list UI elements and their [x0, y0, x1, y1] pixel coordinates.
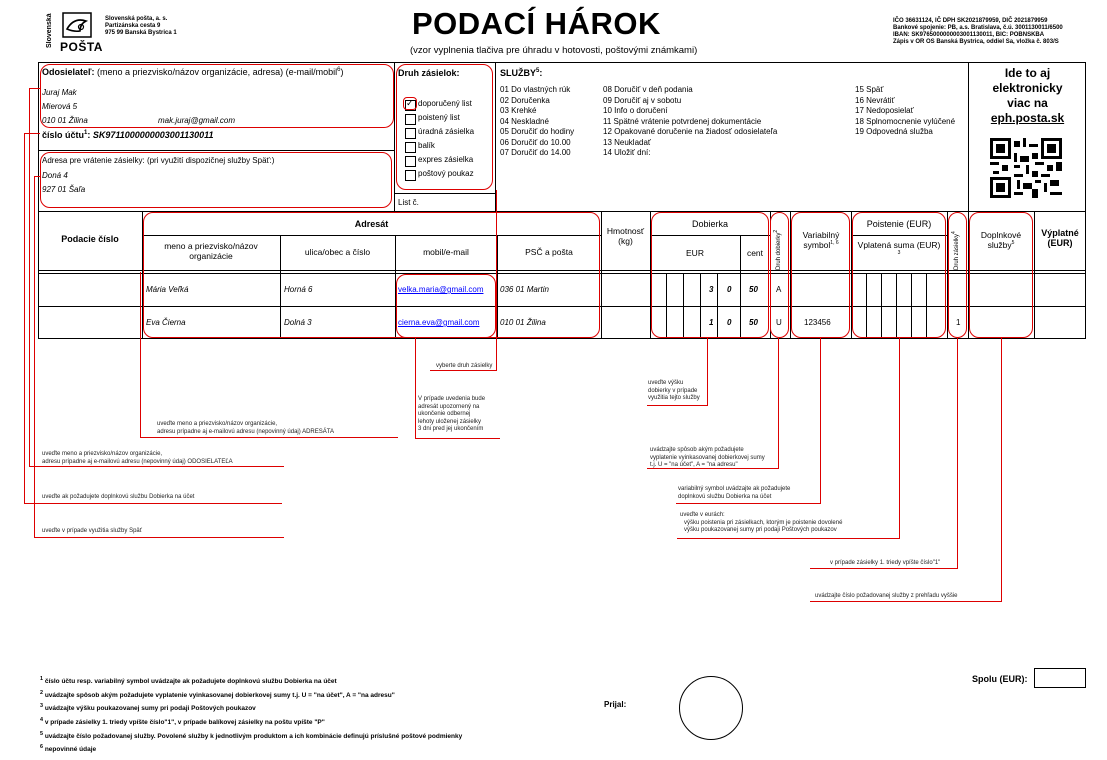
- qr-code-icon[interactable]: [990, 138, 1062, 198]
- col-podacie-cislo: Podacie číslo: [61, 234, 119, 244]
- org-name: Slovenská pošta, a. s.: [105, 16, 168, 22]
- highlight-checked: [403, 97, 417, 110]
- annotation-line: adresu prípadne aj e-mailovú adresu (nepovinný údaj) ODOSIELATEĽA: [42, 458, 233, 465]
- shipment-type-label: úradná zásielka: [418, 127, 475, 136]
- shipment-type-label: expres zásielka: [418, 155, 474, 164]
- highlight-poistenie: [852, 212, 946, 338]
- cell-variabilny-symbol[interactable]: 123456: [804, 318, 831, 327]
- annotation-adresat: [157, 421, 334, 436]
- sender-name[interactable]: Juraj Mak: [42, 88, 77, 97]
- col-eur: EUR: [686, 248, 704, 258]
- promo-link[interactable]: eph.posta.sk: [990, 111, 1065, 125]
- annotation-line: uveďte výšku: [648, 380, 684, 386]
- return-label: Adresa pre vrátenie zásielky: (pri využití dispozičnej služby Späť:): [42, 156, 275, 165]
- highlight-dobierka: [651, 212, 769, 338]
- sender-label: Odosielateľ: (meno a priezvisko/názov organizácie, adresa) (e-mail/mobil$^6$): [42, 67, 344, 77]
- annotation-sposob: [650, 447, 765, 470]
- service-item: 17 Nedoposielať: [855, 106, 914, 115]
- annotation-line: výšku poukazovanej sumy pri podaji Poštových poukazov: [684, 527, 837, 533]
- account-row: číslo účtu$^1$: SK9711000000003001130011: [42, 130, 214, 140]
- annotation-odosielatel: [42, 451, 233, 466]
- cell-druh-dobierky[interactable]: A: [776, 285, 782, 294]
- sender-org-block: [105, 16, 177, 37]
- col-poistenie: Poistenie (EUR): [866, 219, 932, 229]
- annotation-line: adresát upozornený na: [418, 403, 480, 410]
- annotation-druh: vyberte druh zásielky: [436, 363, 493, 369]
- cell-meno[interactable]: Eva Čierna: [146, 318, 186, 327]
- org-city: 975 99 Banská Bystrica 1: [105, 30, 177, 36]
- cell-psc[interactable]: 010 01 Žilina: [500, 318, 546, 327]
- col-psc: PSČ a pošta: [525, 247, 573, 257]
- annotation-line: variabilný symbol uvádzajte ak požadujete: [678, 486, 791, 492]
- cell-psc[interactable]: 036 01 Martin: [500, 285, 549, 294]
- annotation-line: vyplatenie vyinkasovanej dobierkovej sumy: [650, 454, 765, 461]
- service-item: 06 Doručiť do 10.00: [500, 137, 571, 147]
- list-number-label: List č.: [398, 198, 419, 207]
- posthorn-icon: [62, 12, 92, 38]
- col-variabilny-text: Variabilný symbol: [802, 230, 840, 250]
- annotation-line: lehoty uloženej zásielky: [418, 418, 482, 425]
- account-label: číslo účtu: [42, 130, 85, 140]
- service-item: 03 Krehké: [500, 106, 537, 115]
- annotation-spat: uveďte v prípade využitia služby Späť: [42, 528, 142, 534]
- cell-dobierka-digit[interactable]: 0: [727, 285, 732, 294]
- annotation-line: ukončenie odbernej: [418, 411, 471, 417]
- service-item: 18 Splnomocnenie vylúčené: [855, 116, 956, 126]
- col-vyplatne: Výplatné (EUR): [1041, 228, 1079, 248]
- spolu-label: Spolu (EUR):: [972, 674, 1028, 684]
- shipment-type-label: poistený list: [418, 113, 460, 122]
- highlight-shipment-types: [396, 64, 493, 190]
- shipment-types-label: Druh zásielok:: [398, 68, 460, 78]
- service-item: 04 Neskladné: [500, 116, 549, 126]
- annotation-line: 3 dni pred jej ukončením: [418, 426, 484, 432]
- annotation-line: t.j. U = "na účet", A = "na adresu": [650, 462, 738, 468]
- cell-email[interactable]: velka.maria@gmail.com: [398, 285, 484, 294]
- highlight-doplnkove: [969, 212, 1033, 338]
- highlight-adresat: [143, 212, 600, 338]
- services-col2: [603, 85, 777, 159]
- footnote-ref: 2: [773, 229, 779, 233]
- footnote-ref: 5: [1011, 240, 1015, 247]
- return-city[interactable]: 927 01 Šaľa: [42, 185, 86, 194]
- footnote-ref: 4: [951, 231, 957, 234]
- footnote-ref: 5: [536, 68, 540, 74]
- footnote-ref: 1, 6: [830, 240, 839, 247]
- annotation-trieda: v prípade zásielky 1. triedy vpíšte číslo"1": [830, 560, 941, 566]
- logo-text: POŠTA: [60, 40, 103, 54]
- company-info-line: IČO 36631124, IČ DPH SK2021879959, DIČ 2021879959: [893, 18, 1048, 24]
- service-item: 12 Opakované doručenie na žiadosť odosielateľa: [603, 127, 778, 136]
- footnote: $^1$ číslo účtu resp. variabilný symbol uvádzajte ak požadujete doplnkovú službu Dobierka na účet: [40, 676, 337, 686]
- service-item: 08 Doručiť v deň podania: [603, 85, 693, 94]
- service-item: 19 Odpovedná služba: [855, 127, 933, 136]
- col-mobil: mobil/e-mail: [423, 247, 469, 257]
- promo-line: viac na: [1007, 96, 1048, 110]
- sender-city[interactable]: 010 01 Žilina: [42, 116, 88, 125]
- annotation-line: V prípade uvedenia bude: [418, 396, 486, 402]
- page-title: PODACÍ HÁROK: [412, 6, 661, 41]
- annotation-line: výšku poistenia pri zásielkach, ktorým je poistenie dovolené: [684, 519, 843, 526]
- cell-dobierka-digit[interactable]: 1: [709, 318, 714, 327]
- col-doplnkove-text: Doplnkové služby: [980, 230, 1022, 250]
- cell-dobierka-digit[interactable]: 3: [709, 285, 714, 294]
- col-vplatena-text: Vplatená suma (EUR): [857, 240, 941, 250]
- spolu-field[interactable]: [1034, 668, 1086, 688]
- service-item: 11 Spätné vrátenie potvrdenej dokumentácie: [603, 116, 762, 126]
- footnote-ref: 6: [337, 67, 341, 73]
- service-item: 02 Doručenka: [500, 95, 550, 105]
- col-cent: cent: [746, 248, 764, 258]
- col-ulica: ulica/obec a číslo: [304, 247, 371, 257]
- footnote: $^2$ uvádzajte spôsob akým požadujete vyplatenie vyinkasovanej dobierkovej sumy t.j. U = "na účet", A = "na adresu": [40, 689, 395, 699]
- annotation-line: uveďte meno a priezvisko/názov organizácie,: [42, 451, 163, 457]
- annotation-mobil: [418, 396, 485, 434]
- cell-meno[interactable]: Mária Veľká: [146, 285, 189, 294]
- highlight-druh-zasielky: [948, 212, 967, 338]
- company-info: [893, 18, 1063, 46]
- highlight-sender: [40, 64, 394, 128]
- services-col3: [855, 85, 955, 138]
- col-hmotnost: Hmotnosť (kg): [606, 226, 645, 246]
- cell-ulica[interactable]: Dolná 3: [284, 318, 312, 327]
- services-col1: [500, 85, 574, 159]
- prijal-label: Prijal:: [604, 700, 627, 709]
- service-item: 01 Do vlastných rúk: [500, 85, 571, 94]
- check-icon: ✓: [406, 98, 414, 108]
- return-street[interactable]: Doná 4: [42, 171, 68, 180]
- cell-email[interactable]: cierna.eva@gmail.com: [398, 318, 480, 327]
- service-item: 16 Nevrátiť: [855, 95, 895, 105]
- services-label-text: SLUŽBY: [500, 68, 536, 78]
- highlight-variabilny: [791, 212, 850, 338]
- annotation-eur: [680, 512, 842, 535]
- annotation-line: uveďte meno a priezvisko/názov organizácie,: [157, 421, 278, 427]
- annotation-line: uveďte v eurách:: [680, 512, 725, 518]
- shipment-type-label: doporučený list: [418, 99, 472, 108]
- footnote: $^6$ nepovinné údaje: [40, 744, 97, 754]
- account-number[interactable]: SK9711000000003001130011: [92, 130, 214, 140]
- footnote: $^3$ uvádzajte výšku poukazovanej sumy pri podaji Poštových poukazov: [40, 703, 256, 713]
- posta-logo: [46, 10, 103, 54]
- org-street: Partizánska cesta 9: [105, 23, 161, 29]
- footnotes: [40, 674, 462, 756]
- cell-dobierka-cent[interactable]: 50: [749, 318, 758, 327]
- promo-block: [969, 66, 1086, 126]
- services-label: SLUŽBY$^5$:: [500, 68, 543, 78]
- col-adresat: Adresát: [354, 219, 389, 229]
- page-subtitle: (vzor vyplnenia tlačiva pre úhradu v hotovosti, poštovými známkami): [410, 45, 698, 56]
- sender-label-rest: (meno a priezvisko/názov organizácie, adresa) (e-mail/mobil: [97, 67, 338, 77]
- service-item: 14 Uložiť dní:: [603, 148, 651, 157]
- cell-ulica[interactable]: Horná 6: [284, 285, 313, 294]
- highlight-druh-dobierky: [770, 212, 789, 338]
- service-item: 09 Doručiť aj v sobotu: [603, 95, 682, 105]
- logo-vertical-text: Slovenská: [46, 13, 53, 48]
- highlight-return: [40, 152, 392, 208]
- annotation-line: adresu prípadne aj e-mailovú adresu (nepovinný údaj) ADRESÁTA: [157, 428, 334, 435]
- shipment-type-label: poštový poukaz: [418, 169, 474, 178]
- footnote-ref: 1: [84, 130, 88, 136]
- footnote-ref: 3: [897, 250, 901, 257]
- annotation-dobierka: [648, 380, 700, 403]
- footnote: $^4$ v prípade zásielky 1. triedy vpíšte číslo"1", v prípade balíkovej zásielky na poštu vpíšte "P": [40, 716, 325, 727]
- stamp-circle: [679, 676, 743, 740]
- highlight-mobil: [396, 274, 496, 338]
- company-info-line: Zápis v OR OS Banská Bystrica, oddiel Sa, vložka č. 803/S: [893, 39, 1059, 45]
- annotation-line: uvádzajte spôsob akým požadujete: [650, 447, 744, 453]
- annotation-line: doplnkovú službu Dobierka na účet: [678, 493, 772, 500]
- cell-dobierka-digit[interactable]: 0: [727, 318, 732, 327]
- service-item: 05 Doručiť do hodiny: [500, 127, 575, 136]
- annotation-line: dobierky v prípade: [648, 387, 698, 394]
- col-dobierka: Dobierka: [691, 219, 729, 229]
- col-druh-dobierky-text: Druh dobierky: [776, 232, 782, 270]
- service-item: 07 Doručiť do 14.00: [500, 148, 571, 157]
- annotation-vs: [678, 486, 790, 501]
- promo-line: Ide to aj: [1004, 66, 1051, 80]
- service-item: 15 Späť: [855, 85, 884, 94]
- sender-label-bold: Odosielateľ:: [42, 67, 95, 77]
- cell-druh-zasielky[interactable]: 1: [956, 318, 961, 327]
- sender-email[interactable]: mak.juraj@gmail.com: [158, 116, 236, 125]
- annotation-ucet: uveďte ak požadujete doplnkovú službu Dobierka na účet: [42, 494, 195, 500]
- company-info-line: IBAN: SK9765000000003001130011, BIC: POBNSKBA: [893, 32, 1045, 38]
- annotation-dopl: uvádzajte číslo požadovanej služby z prehľadu vyššie: [815, 593, 958, 599]
- cell-dobierka-cent[interactable]: 50: [749, 285, 758, 294]
- company-info-line: Bankové spojenie: PB, a.s. Bratislava, č.ú. 3001130011/6500: [893, 25, 1063, 31]
- annotation-line: využitia tejto služby: [648, 395, 700, 401]
- col-druh-zasielky-text: Druh zásielky: [954, 233, 960, 270]
- sender-street[interactable]: Mierová 5: [42, 102, 78, 111]
- service-item: 10 Info o doručení: [603, 106, 668, 115]
- promo-line: elektronicky: [992, 81, 1063, 95]
- cell-druh-dobierky[interactable]: U: [776, 318, 782, 327]
- shipment-type-label: balík: [418, 141, 435, 150]
- footnote: $^5$ uvádzajte číslo požadovanej služby. Povolené služby k jednotlivým produktom a ich kombinácie definujú príslušné poštové podmienky: [40, 730, 463, 740]
- service-item: 13 Neukladať: [603, 137, 651, 147]
- col-meno: meno a priezvisko/názov organizácie: [164, 241, 258, 261]
